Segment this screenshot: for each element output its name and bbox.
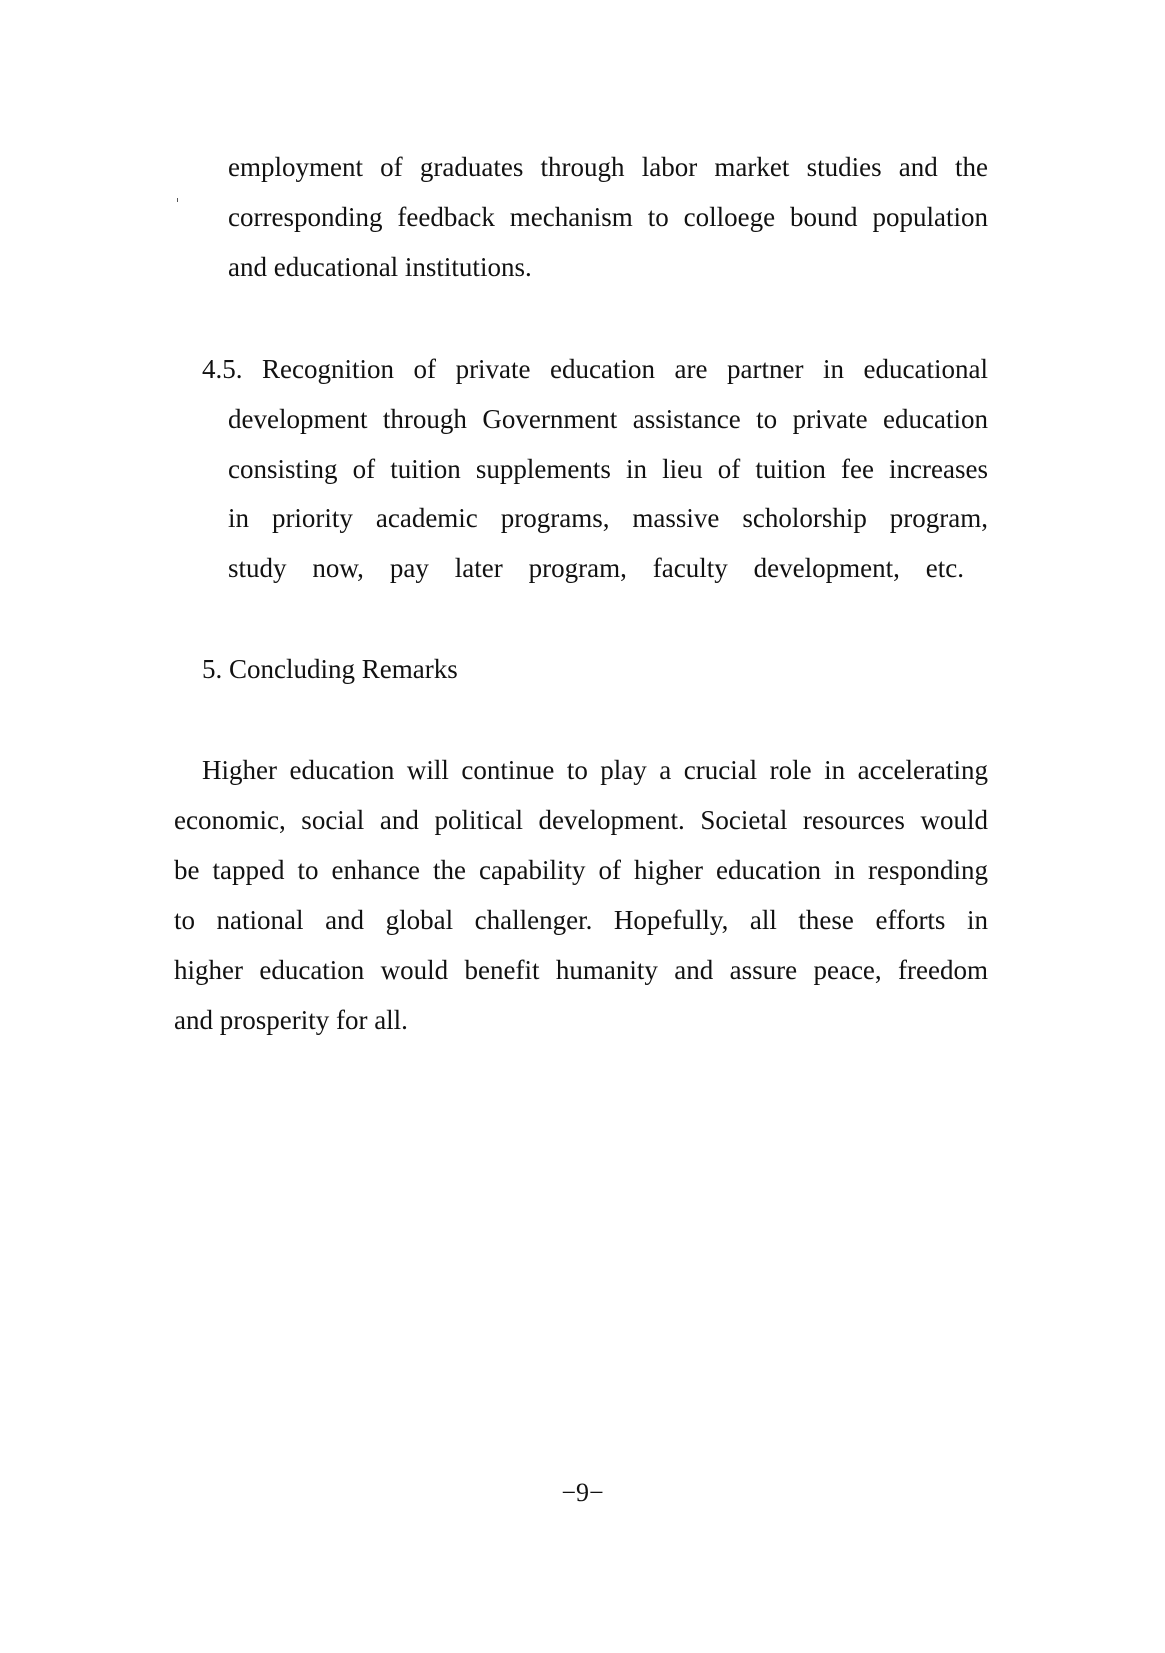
paragraph-line-4: to national and global challenger. Hopefully, all these efforts in [174,905,988,935]
item-4-5-line-3: consisting of tuition supplements in lieu of tuition fee increases [228,454,988,484]
item-4-5-line-2: development through Government assistance to private education [228,404,988,434]
section-heading: 5. Concluding Remarks [202,654,458,684]
paragraph-line-5: higher education would benefit humanity and assure peace, freedom [174,955,988,985]
item-4-5-line-5: study now, pay later program, faculty development, etc. [228,553,964,583]
continuation-line-3: and educational institutions. [228,252,532,282]
paragraph-line-6: and prosperity for all. [174,1005,408,1035]
item-4-5-line-4: in priority academic programs, massive scholorship program, [228,503,988,533]
paragraph-line-2: economic, social and political development. Societal resources would [174,805,988,835]
paragraph-line-1: Higher education will continue to play a crucial role in accelerating [202,755,988,785]
page-number: −9− [561,1478,604,1507]
paragraph-line-3: be tapped to enhance the capability of higher education in responding [174,855,988,885]
item-4-5-line-1: 4.5. Recognition of private education are partner in educational [202,354,988,384]
continuation-line-1: employment of graduates through labor market studies and the [228,152,988,182]
scan-speck [177,198,178,202]
continuation-line-2: corresponding feedback mechanism to colloege bound population [228,202,988,232]
